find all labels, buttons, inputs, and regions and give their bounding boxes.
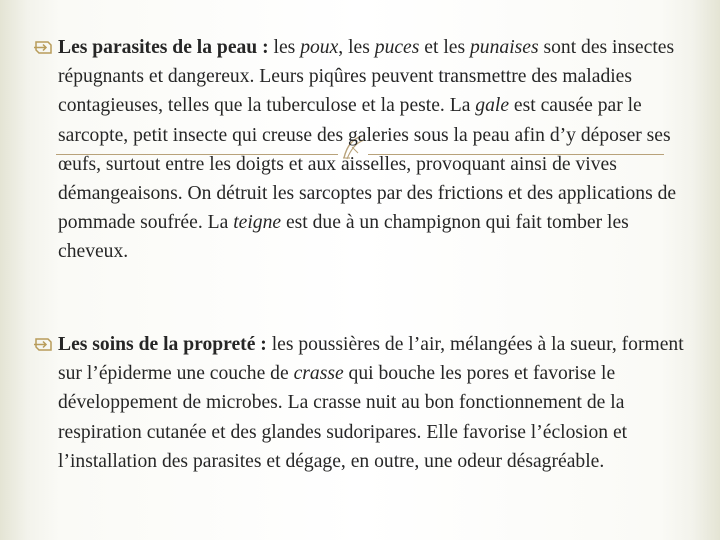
body-text: les poussières de l’air, mélangées à la sueur, forment sur l’épiderme une couche de bbox=[58, 334, 684, 385]
emphasis-term: teigne bbox=[233, 212, 282, 234]
emphasis-term: puces bbox=[374, 37, 420, 58]
body-text: , les bbox=[338, 37, 375, 58]
body-text: est causée par le sarcopte, petit insecte qui creuse des galeries sous la peau afin d’y déposer ses œufs, surtout entre les doigts et aux aisselles, provoquant ainsi de vives démangeaisons. On détruit les sarcoptes par des frictions et des applications de pommade soufrée. La bbox=[58, 95, 677, 234]
body-text: qui bouche les pores et favorise le développement de microbes. La crasse nuit au bon fonctionnement de la respiration cutanée et des glandes sudoripares. Elle favorise l’éclosion et l’installation des parasites et dégage, en outre, une odeur désagréable. bbox=[58, 363, 628, 472]
emphasis-term: gale bbox=[475, 95, 510, 117]
emphasis-term: poux bbox=[300, 37, 339, 58]
body-text: et les bbox=[419, 37, 470, 58]
body-text: sont des insectes répugnants et dangereux. Leurs piqûres peuvent transmettre des maladies contagieuses, telles que la tuberculose et la peste. La bbox=[58, 37, 675, 117]
emphasis-term: crasse bbox=[293, 363, 344, 385]
paragraph-parasites bbox=[58, 33, 690, 267]
paragraph-proprete bbox=[58, 330, 690, 476]
emphasis-term: punaises bbox=[470, 37, 539, 58]
paragraph-heading: Les soins de la propreté : bbox=[58, 334, 267, 355]
bookmark-bullet-icon bbox=[33, 337, 53, 352]
body-text: les bbox=[268, 37, 301, 58]
body-text: est due à un champignon qui fait tomber les cheveux. bbox=[58, 212, 629, 263]
bookmark-bullet-icon bbox=[33, 40, 53, 55]
paragraph-heading: Les parasites de la peau : bbox=[58, 37, 269, 58]
